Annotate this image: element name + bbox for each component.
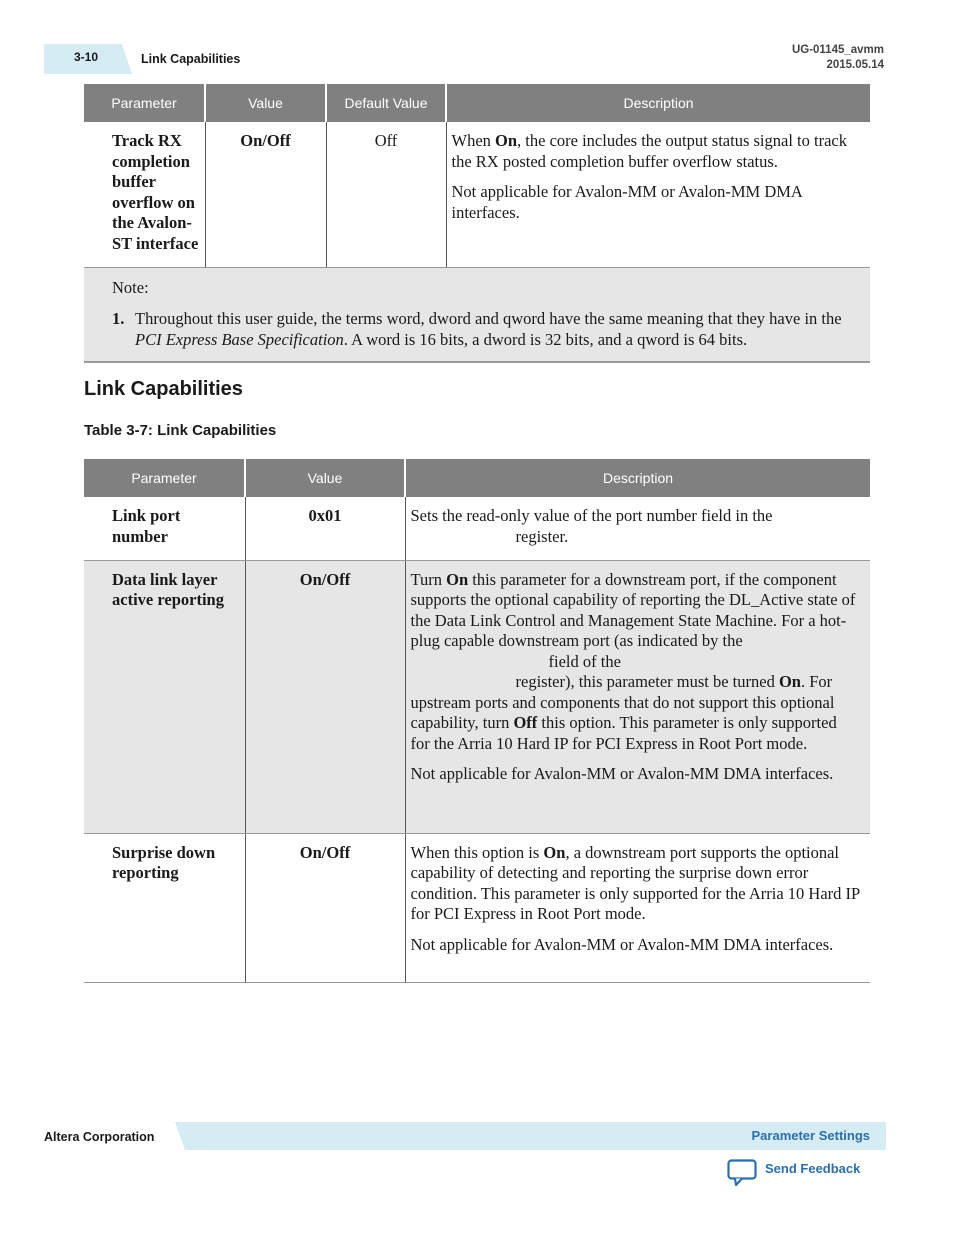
note-text-b: . A word is 16 bits, a dword is 32 bits, and a qword is 64 bits.	[343, 329, 748, 349]
desc-text: field of the	[548, 651, 621, 671]
desc-text: When this option is	[410, 842, 544, 862]
doc-id	[792, 43, 884, 73]
table-link-capabilities	[84, 459, 870, 983]
value-cell: On/Off	[245, 560, 405, 833]
section-title: Link Capabilities	[84, 378, 243, 400]
parameter-cell: Link port number	[84, 497, 245, 560]
description-para	[452, 131, 861, 172]
desc-text: register.	[515, 526, 569, 546]
parameter-cell: Surprise down reporting	[84, 833, 245, 982]
desc-text: register), this parameter must be turned	[515, 672, 779, 691]
table-row	[84, 122, 870, 267]
desc-text: . For upstream ports and components that do not support this optional capability, turn	[410, 672, 835, 732]
desc-bold: On	[495, 131, 518, 150]
value-cell: 0x01	[245, 497, 405, 560]
header-parameter: Parameter	[84, 459, 245, 497]
desc-text: this parameter for a downstream port, if the component supports the optional capability of reporting the DL_Active state of the Data Link Control and Management State Machine. For a hot-plug capable downstream port (as indicated by the	[410, 569, 856, 650]
running-head: Link Capabilities	[141, 52, 241, 66]
value-cell: On/Off	[245, 833, 405, 982]
header-value: Value	[205, 84, 326, 122]
desc-bold: On	[543, 842, 566, 862]
description-para	[411, 570, 861, 755]
desc-text: Turn	[410, 569, 447, 589]
table-row	[84, 833, 870, 982]
table-row	[84, 497, 870, 560]
note-box	[84, 268, 870, 363]
footer-company: Altera Corporation	[44, 1130, 155, 1144]
parameter-cell: Data link layer active reporting	[84, 560, 245, 833]
table-track-rx	[84, 84, 870, 268]
doc-date: 2015.05.14	[826, 59, 884, 71]
header-value: Value	[245, 459, 405, 497]
header-description: Description	[446, 84, 870, 122]
page-number: 3-10	[74, 50, 99, 64]
send-feedback-label[interactable]: Send Feedback	[765, 1161, 861, 1176]
desc-text: When	[451, 131, 496, 150]
description-para	[411, 843, 861, 925]
speech-bubble-icon	[727, 1158, 759, 1192]
description-para	[411, 506, 861, 547]
note-number: 1.	[112, 309, 125, 328]
header-description: Description	[405, 459, 870, 497]
description-para: Not applicable for Avalon-MM or Avalon-MM DMA interfaces.	[410, 934, 834, 954]
description-cell	[405, 497, 870, 560]
table-caption: Table 3-7: Link Capabilities	[84, 422, 277, 439]
header-parameter: Parameter	[84, 84, 205, 122]
description-cell	[446, 122, 870, 267]
desc-text: , a downstream port supports the optional capability of detecting and reporting the surprise down error condition. This parameter is only supported for the Arria 10 Hard IP for PCI Express in Root Port mode.	[410, 842, 860, 923]
note-label: Note:	[112, 278, 149, 297]
note-spec-title: PCI Express Base Specification	[135, 329, 344, 349]
note-text	[135, 309, 845, 350]
desc-text: Sets the read-only value of the port number field in the	[410, 506, 773, 525]
value-cell: On/Off	[205, 122, 326, 267]
table-row	[84, 560, 870, 833]
parameter-cell: Track RX completion buffer overflow on the Avalon-ST interface	[84, 122, 205, 267]
description-cell	[405, 560, 870, 833]
note-text-a: Throughout this user guide, the terms word, dword and qword have the same meaning that they have in the	[135, 309, 842, 328]
doc-id-code: UG-01145_avmm	[791, 44, 884, 56]
header-default-value: Default Value	[326, 84, 446, 122]
table-header-row	[84, 84, 870, 122]
desc-bold: On	[446, 569, 469, 589]
description-para: Not applicable for Avalon-MM or Avalon-MM DMA interfaces.	[451, 182, 802, 222]
table-header-row	[84, 459, 870, 497]
default-cell: Off	[326, 122, 446, 267]
footer-section-link[interactable]: Parameter Settings	[751, 1128, 870, 1143]
desc-text: this option. This parameter is only supported for the Arria 10 Hard IP for PCI Express in Root Port mode.	[410, 713, 837, 753]
desc-bold: Off	[513, 713, 538, 732]
description-para: Not applicable for Avalon-MM or Avalon-MM DMA interfaces.	[410, 764, 834, 783]
desc-text: , the core includes the output status signal to track the RX posted completion buffer overflow status.	[451, 131, 847, 171]
description-cell	[405, 833, 870, 982]
desc-bold: On	[778, 672, 801, 691]
